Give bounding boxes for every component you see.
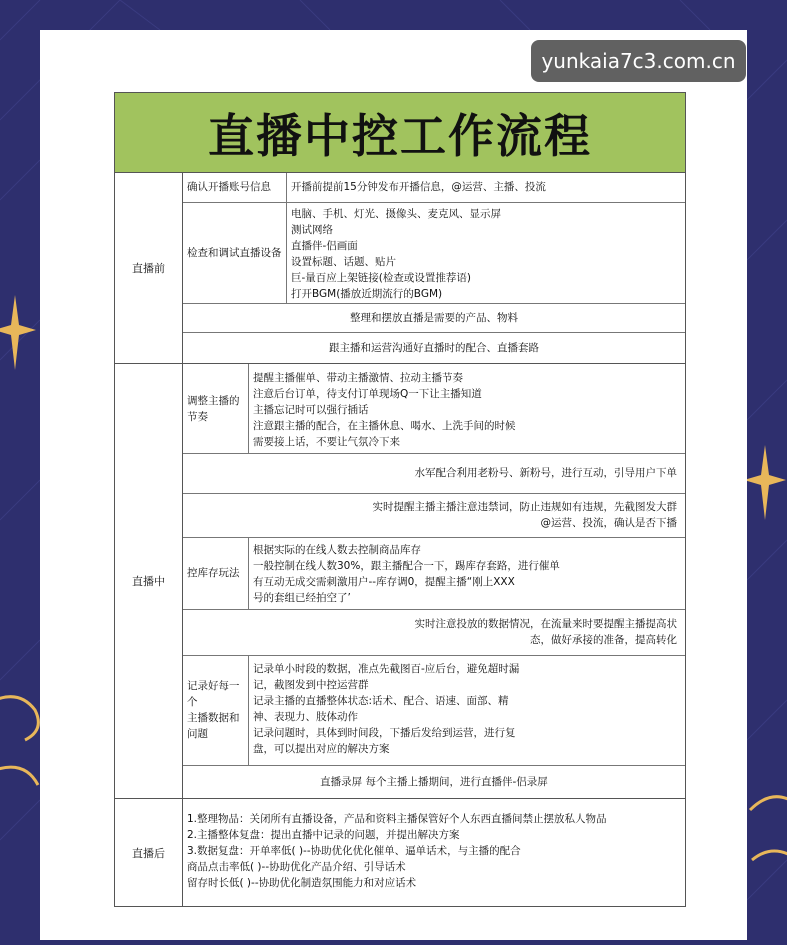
content-line: 有互动无成交需刺激用户--库存调0，提醒主播“刚上XXX (253, 575, 515, 588)
content-line: @运营、投流，确认是否下播 (540, 516, 677, 529)
label-line: 节奏 (187, 410, 208, 423)
section-after (115, 799, 685, 906)
content-line: 记，截图发到中控运营群 (253, 678, 369, 691)
content-line: 注意后台订单，待支付订单现场Q一下让主播知道 (253, 388, 482, 400)
row-content (249, 364, 685, 453)
row-label (183, 364, 249, 453)
label-line: 记录好每一 (187, 680, 240, 693)
row-content (183, 610, 685, 655)
row-content (249, 656, 685, 766)
content-line: 号的套组已经拍空了’ (253, 591, 351, 604)
row-check-devices (183, 203, 685, 304)
content-line: 记录单小时段的数据，准点先截图百-应后台，避免超时漏 (253, 662, 520, 675)
row-rhythm (183, 364, 685, 454)
workflow-table (114, 92, 686, 907)
content-line: 实时注意投放的数据情况，在流量来时要提醒主播提高状 (414, 617, 677, 630)
phase-label-during: 直播中 (115, 364, 183, 798)
content-line: 2.主播整体复盘：提出直播中记录的问题，并提出解决方案 (187, 829, 460, 841)
phase-label-before: 直播前 (115, 173, 183, 363)
content-line: 主播忘记时可以强行插话 (253, 404, 369, 416)
content-line: 1.整理物品：关闭所有直播设备，产品和资料主播保管好个人东西直播间禁止摆放私人物品 (187, 813, 607, 825)
content-line: 态，做好承接的准备，提高转化 (530, 633, 677, 646)
row-content: 整理和摆放直播是需要的产品、物料 (350, 312, 518, 324)
section-during (115, 364, 685, 799)
title-bar (115, 93, 685, 173)
row-record (183, 656, 685, 767)
content-line: 打开BGM(播放近期流行的BGM) (291, 287, 443, 300)
row-content: 直播录屏 每个主播上播期间，进行直播伴-侣录屏 (320, 776, 548, 789)
content-line: 巨-量百应上架链接(检查或设置推荐语) (291, 271, 471, 284)
phase-label-after: 直播后 (115, 799, 183, 906)
content-line: 商品点击率低( )--协助优化产品介绍、引导话术 (187, 861, 406, 873)
content-line: 直播伴-侣画面 (291, 239, 358, 252)
watermark: yunkaia7c3.com.cn (531, 40, 746, 82)
content-line: 记录问题时，具体到时间段，下播后发给到运营，进行复 (253, 726, 516, 739)
row-content (183, 799, 685, 906)
content-line: 神、表现力、肢体动作 (253, 710, 358, 723)
content-line: 需要接上话，不要让气氛冷下来 (253, 436, 400, 448)
sparkle-icon (0, 295, 36, 370)
row-organize (183, 304, 685, 334)
row-data-watch (183, 610, 685, 656)
row-content: 跟主播和运营沟通好直播时的配合、直播套路 (329, 342, 539, 355)
content-line: 提醒主播催单、带动主播激情、拉动主播节奏 (253, 372, 463, 384)
row-screen-record (183, 766, 685, 798)
label-line: 个 (187, 696, 198, 709)
label-line: 主播数据和 (187, 712, 240, 725)
row-label (183, 656, 249, 766)
row-stock (183, 538, 685, 610)
row-content (249, 538, 685, 609)
row-content: 水军配合利用老粉号、新粉号，进行互动，引导用户下单 (414, 467, 677, 480)
row-remind (183, 494, 685, 538)
row-label: 检查和调试直播设备 (183, 203, 287, 303)
row-communicate (183, 333, 685, 363)
row-label: 确认开播账号信息 (183, 173, 287, 202)
content-line: 记录主播的直播整体状态:话术、配合、语速、面部、精 (253, 694, 509, 707)
row-confirm-account (183, 173, 685, 203)
sparkle-icon (744, 445, 786, 520)
content-line: 3.数据复盘：开单率低( )--协助优化优化催单、逼单话术，与主播的配合 (187, 845, 521, 857)
content-line: 留存时长低( )--协助优化制造氛围能力和对应话术 (187, 877, 417, 889)
content-line: 一般控制在线人数30%，跟主播配合一下，踢库存套路，进行催单 (253, 559, 560, 572)
content-line: 盘，可以提出对应的解决方案 (253, 742, 390, 755)
content-line: 电脑、手机、灯光、摄像头、麦克风、显示屏 (291, 207, 501, 220)
section-before (115, 173, 685, 364)
page-title: 直播中控工作流程 (208, 108, 592, 163)
content-line: 注意跟主播的配合，在主播休息、喝水、上洗手间的时候 (253, 420, 516, 432)
content-line: 根据实际的在线人数去控制商品库存 (253, 543, 421, 556)
content-line: 测试网络 (291, 223, 333, 236)
row-navy (183, 454, 685, 494)
content-line: 设置标题、话题、贴片 (291, 255, 396, 268)
label-line: 调整主播的 (187, 394, 240, 407)
row-content: 开播前提前15分钟发布开播信息，@运营、主播、投流 (291, 181, 546, 194)
row-content (183, 494, 685, 537)
row-content (287, 203, 685, 303)
row-label: 控库存玩法 (183, 538, 249, 609)
row-after (183, 799, 685, 906)
content-line: 实时提醒主播主播注意违禁词，防止违规如有违规，先截图发大群 (372, 500, 677, 513)
label-line: 问题 (187, 728, 208, 741)
